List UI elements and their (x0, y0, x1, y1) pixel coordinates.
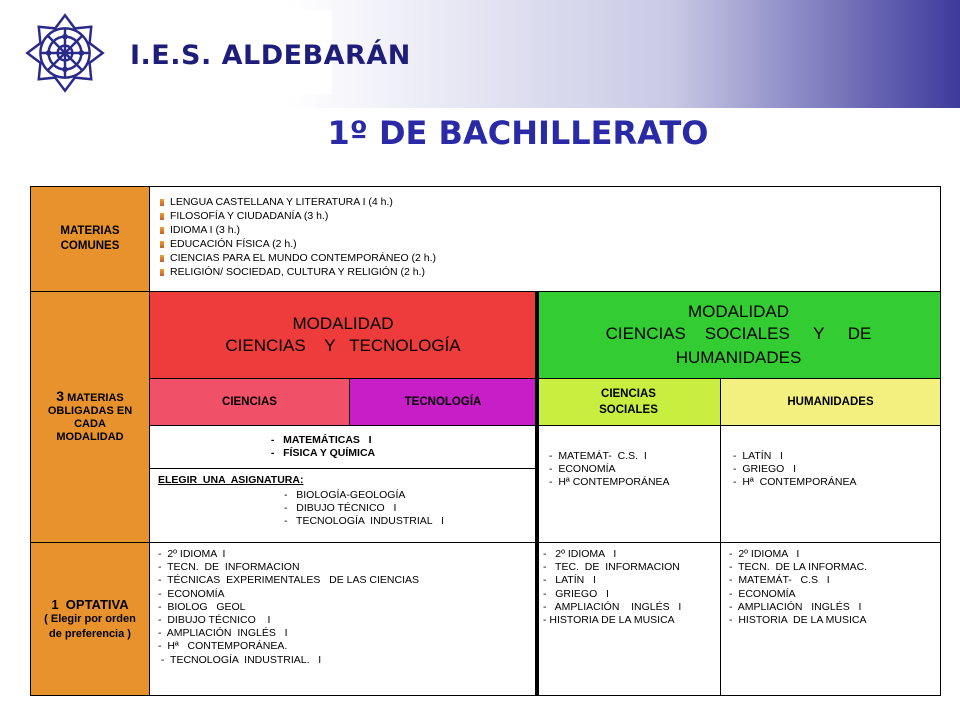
list-item: - TÉCNICAS EXPERIMENTALES DE LAS CIENCIAS (158, 574, 420, 587)
list-item: - DIBUJO TÉCNICO I (158, 614, 271, 627)
list-item: - Hª CONTEMPORÁNEA (549, 476, 670, 489)
list-item: - ECONOMÍA (158, 587, 225, 600)
star-emblem-icon (24, 12, 106, 94)
list-item: - BIOLOGÍA-GEOLOGÍA (284, 489, 406, 501)
list-item: - MATEMÁT- C.S. I (549, 450, 647, 462)
list-item: - 2º IDIOMA I (158, 548, 226, 560)
list-item: - TECNOLOGÍA INDUSTRIAL. I (158, 653, 322, 666)
label-text: MATERIAS OBLIGADAS EN CADA MODALIDAD (47, 392, 133, 443)
list-item: - LATÍN I (543, 574, 596, 587)
list-item: - AMPLIACIÓN INGLÉS I (158, 627, 288, 640)
hum-optativas-list (720, 542, 941, 696)
list-item: IDIOMA I (3 h.) (158, 223, 940, 237)
list-item: - 2º IDIOMA I (729, 548, 800, 560)
school-logo (18, 10, 411, 94)
modalidad-divider (535, 292, 539, 696)
ct-common-subjects (149, 425, 537, 469)
row-label-optativa: 1 OPTATIVA ( Elegir por orden de preferencia ) (30, 542, 150, 696)
hum-obligatory-subjects (720, 425, 941, 543)
list-item: - TECN. DE INFORMACION (158, 561, 300, 574)
list-item: - Hª CONTEMPORÁNEA. (158, 640, 288, 653)
logo-text: I.E.S. ALDEBARÁN (130, 40, 411, 71)
list-item: - DIBUJO TÉCNICO I (284, 502, 397, 515)
list-item: - FÍSICA Y QUÍMICA (270, 447, 376, 459)
subheader-tecnologia: TECNOLOGÍA (349, 378, 537, 426)
list-item: - AMPLIACIÓN INGLÉS I (543, 600, 682, 613)
page-title: 1º DE BACHILLERATO (327, 114, 709, 152)
row-label-materias-obligadas (30, 291, 150, 543)
modalidad-ciencias-sociales-humanidades: MODALIDAD CIENCIAS SOCIALES Y DE HUMANIDADES (536, 291, 941, 379)
list-item: - AMPLIACIÓN INGLÉS I (729, 600, 862, 613)
row-label-materias-comunes: MATERIAS COMUNES (30, 186, 150, 292)
list-item: - ECONOMÍA (549, 463, 616, 476)
cs-obligatory-subjects (536, 425, 721, 543)
list-item: FILOSOFÍA Y CIUDADANÍA (3 h.) (158, 209, 940, 223)
list-item: - ECONOMÍA (729, 587, 796, 600)
materias-comunes-list (149, 186, 941, 292)
list-item: - HISTORIA DE LA MUSICA (729, 614, 867, 627)
label-number: 3 (56, 388, 65, 404)
elegir-title: ELEGIR UNA ASIGNATURA: (158, 474, 304, 486)
list-item: LENGUA CASTELLANA Y LITERATURA I (4 h.) (158, 195, 940, 209)
list-item: - LATÍN I (733, 450, 783, 462)
list-item: - GRIEGO I (733, 463, 797, 476)
list-item: RELIGIÓN/ SOCIEDAD, CULTURA Y RELIGIÓN (2 h.) (158, 265, 940, 279)
list-item: - TECNOLOGÍA INDUSTRIAL I (284, 515, 444, 528)
list-item: - TEC. DE INFORMACION (543, 561, 680, 574)
list-item: CIENCIAS PARA EL MUNDO CONTEMPORÁNEO (2 h.) (158, 251, 940, 265)
subheader-ciencias: CIENCIAS (149, 378, 350, 426)
list-item: EDUCACIÓN FÍSICA (2 h.) (158, 237, 940, 251)
ct-optativas-list (149, 542, 537, 696)
list-item: - GRIEGO I (543, 587, 609, 600)
ct-elegir-asignatura (149, 468, 537, 543)
list-item: - TECN. DE LA INFORMAC. (729, 561, 868, 574)
list-item: - MATEMÁT- C.S I (729, 574, 830, 587)
list-item: - MATEMÁTICAS I (270, 433, 372, 446)
list-item: - 2º IDIOMA I (543, 548, 617, 560)
subheader-ciencias-sociales: CIENCIAS SOCIALES (536, 378, 721, 426)
list-item: - BIOLOG GEOL (158, 600, 246, 613)
subheader-humanidades: HUMANIDADES (720, 378, 941, 426)
cs-optativas-list (536, 542, 721, 696)
list-item: - Hª CONTEMPORÁNEA (733, 476, 857, 489)
modalidad-ciencias-tecnologia: MODALIDAD CIENCIAS Y TECNOLOGÍA (149, 291, 537, 379)
list-item: - HISTORIA DE LA MUSICA (543, 614, 675, 627)
